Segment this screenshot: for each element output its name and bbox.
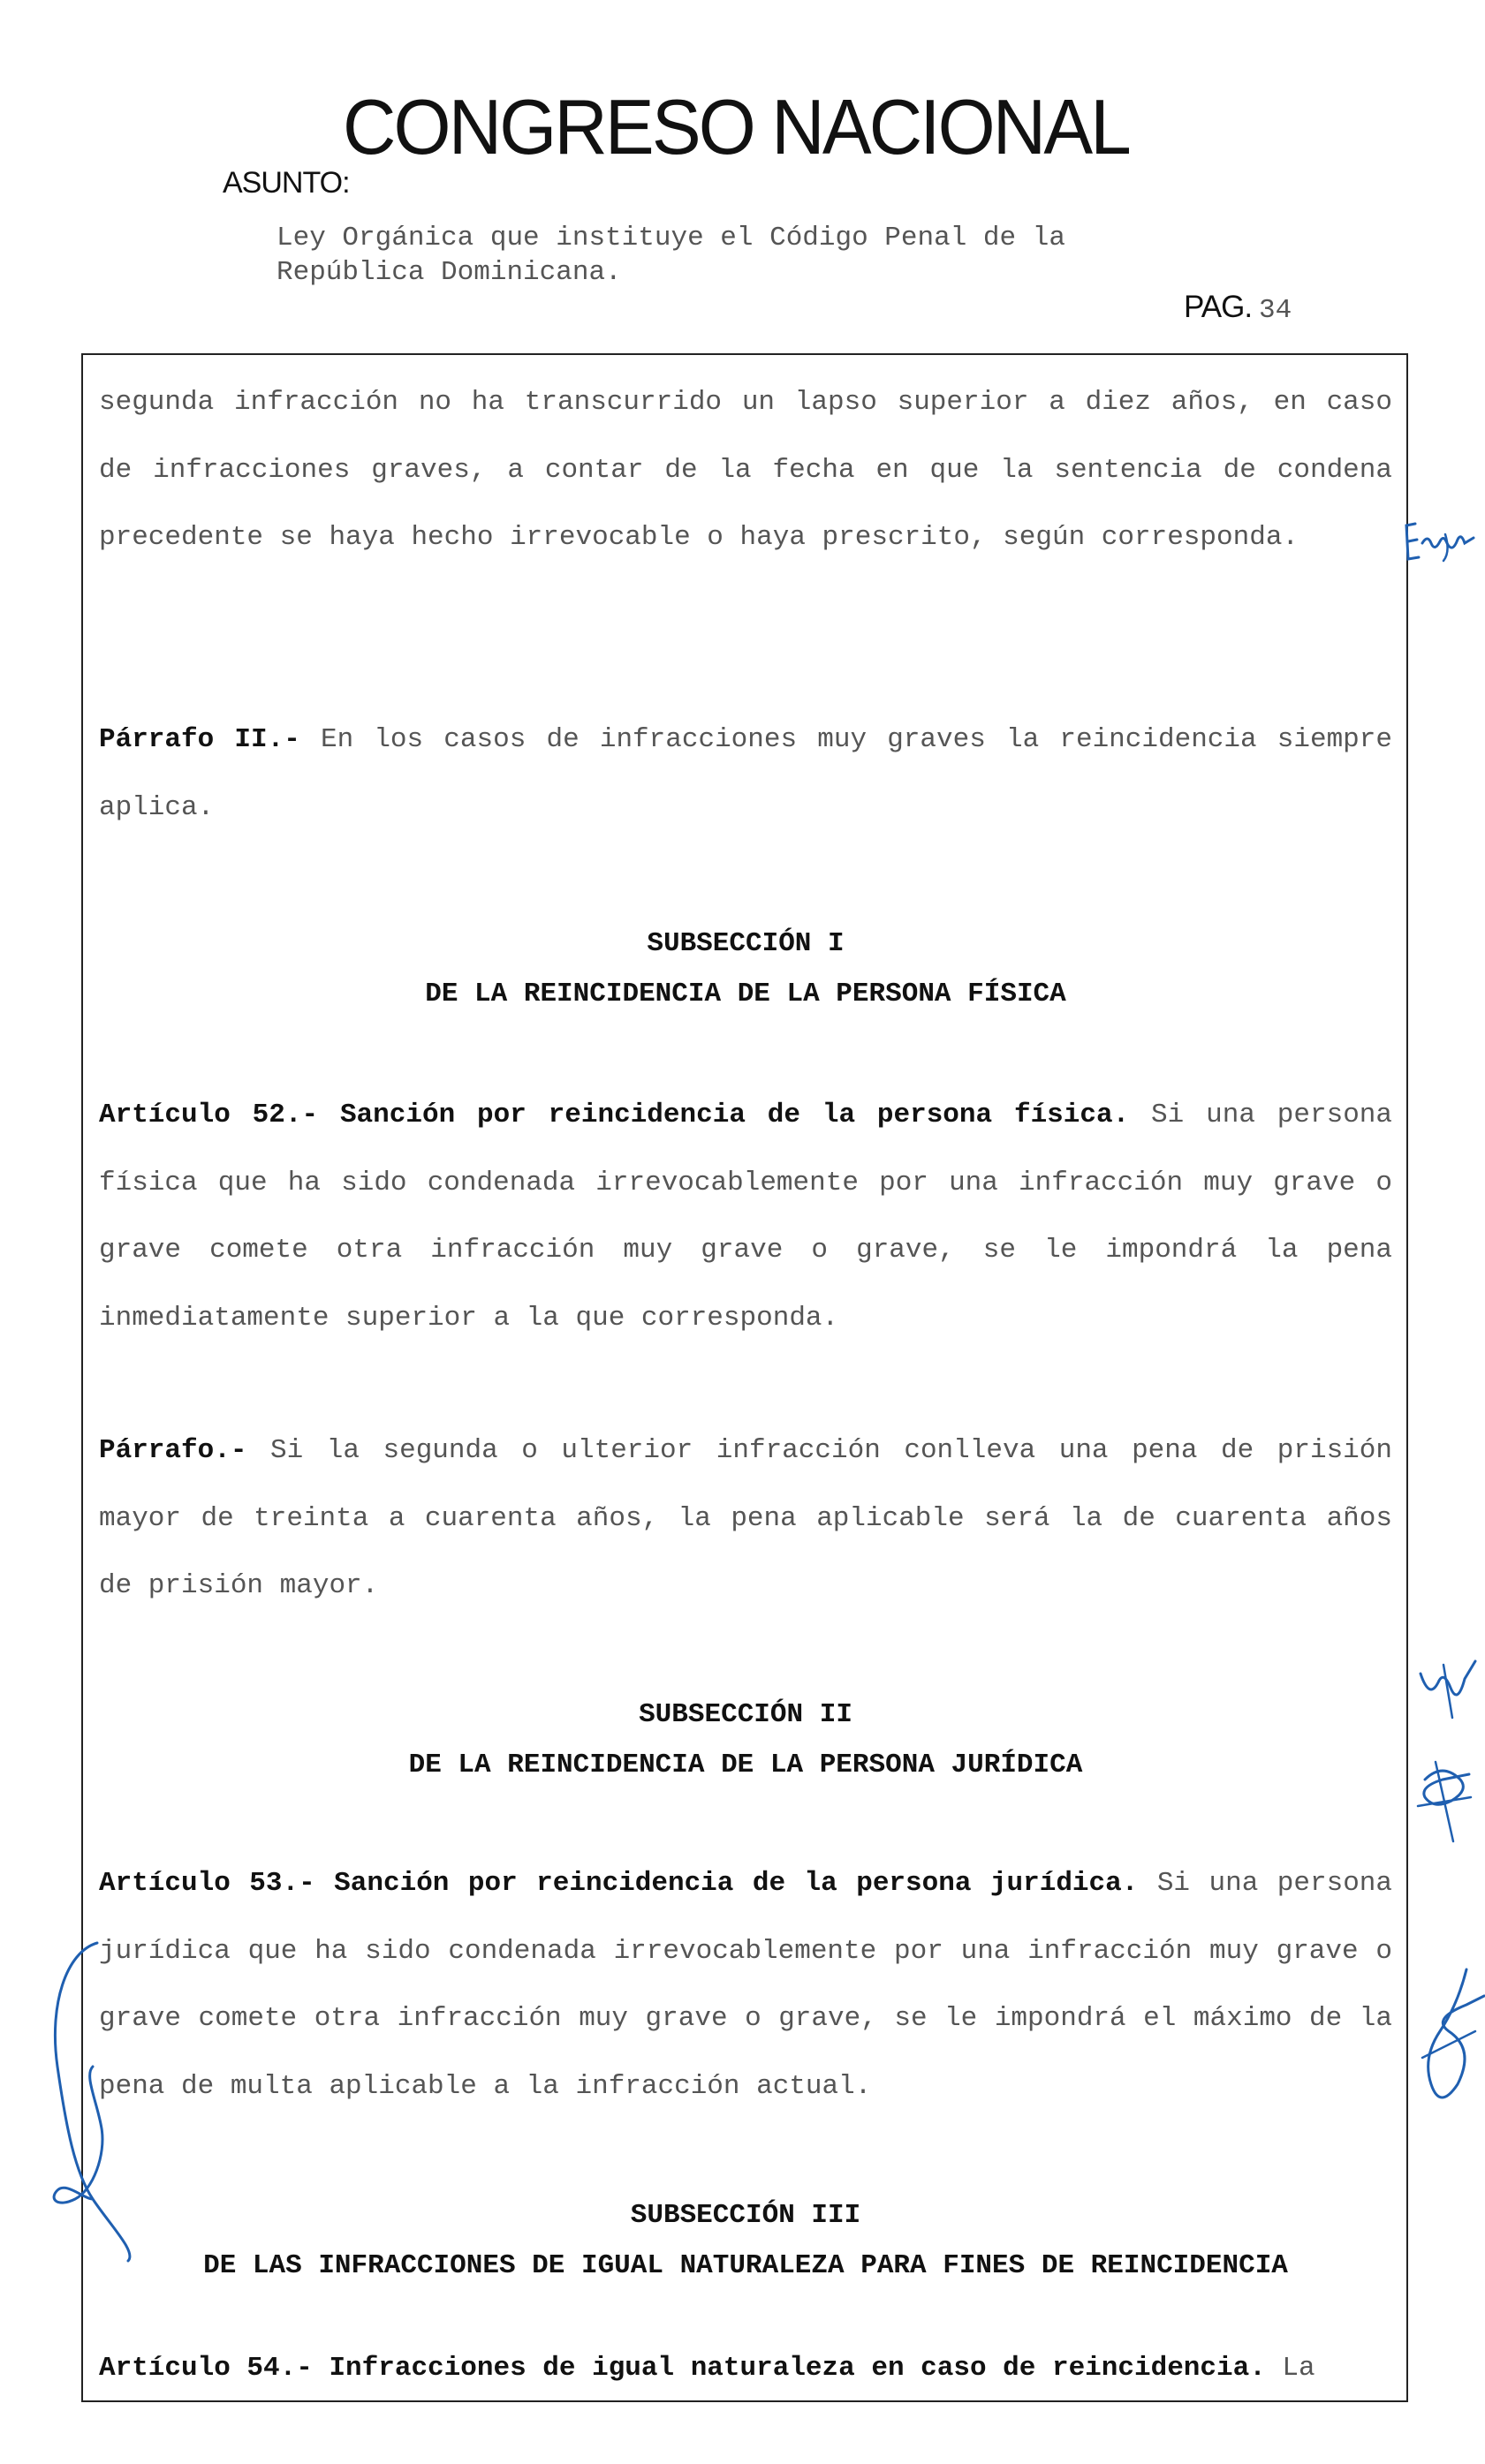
asunto-label: ASUNTO: (223, 166, 350, 200)
page-number: 34 (1259, 295, 1292, 326)
article-52-text: Si una persona física que ha sido condenada irrevocablemente por una infracción muy grave o grave comete otra infracción muy grave o grave, se le impondrá la pena inmediatamente superior a la que corresponda. (99, 1100, 1393, 1334)
subject-text (277, 221, 1065, 290)
subsection-1-heading: DE LA REINCIDENCIA DE LA PERSONA FÍSICA (425, 979, 1066, 1009)
initials-signature-top (1403, 508, 1482, 578)
paragraph-parrafo-ii (99, 707, 1392, 842)
congress-title: CONGRESO NACIONAL (343, 83, 1129, 170)
article-53 (99, 1850, 1392, 2120)
article-53-label: Artículo 53.- Sanción por reincidencia de la persona jurídica. (99, 1868, 1139, 1899)
page-indicator (1184, 290, 1292, 326)
subsection-3-title: SUBSECCIÓN III (630, 2200, 861, 2231)
page-label: PAG. (1184, 290, 1253, 324)
subsection-2-title: SUBSECCIÓN II (639, 1699, 852, 1730)
signature-left-margin-loop (22, 1934, 155, 2287)
parrafo-ii-label: Párrafo II.- (99, 724, 300, 755)
article-52-label: Artículo 52.- Sanción por reincidencia de la persona física. (99, 1100, 1130, 1130)
article-54 (99, 2335, 1392, 2403)
subsection-3-heading: DE LAS INFRACCIONES DE IGUAL NATURALEZA PARA FINES DE REINCIDENCIA (203, 2250, 1288, 2281)
article-53-text: Si una persona jurídica que ha sido condenada irrevocablemente por una infracción muy grave o grave comete otra infracción muy grave o grave, se le impondrá el máximo de la pena de multa aplicable a la infracción actual. (99, 1868, 1392, 2102)
parrafo-label: Párrafo.- (99, 1435, 247, 1466)
parrafo-ii-text: En los casos de infracciones muy graves la reincidencia siempre aplica. (99, 724, 1392, 823)
article-54-text: La (1265, 2353, 1315, 2384)
subject-line-1: Ley Orgánica que instituye el Código Penal de la (277, 223, 1065, 253)
article-54-label: Artículo 54.- Infracciones de igual naturaleza en caso de reincidencia. (99, 2353, 1266, 2384)
initials-signature-mid-1 (1413, 1656, 1484, 1744)
subject-line-2: República Dominicana. (277, 257, 622, 288)
parrafo-text: Si la segunda o ulterior infracción conlleva una pena de prisión mayor de treinta a cuarenta años, la pena aplicable será la de cuarenta años de prisión mayor. (99, 1435, 1392, 1601)
initials-signature-mid-2 (1409, 1753, 1485, 1850)
paragraph-continuation: segunda infracción no ha transcurrido un lapso superior a diez años, en caso de infracciones graves, a contar de la fecha en que la sentencia de condena precedente se haya hecho irrevocable o haya prescrito, según corresponda. (99, 387, 1392, 553)
subsection-2-heading: DE LA REINCIDENCIA DE LA PERSONA JURÍDICA (408, 1750, 1083, 1780)
subsection-1-title: SUBSECCIÓN I (647, 928, 845, 959)
article-52 (99, 1082, 1392, 1352)
initials-signature-bottom (1405, 1961, 1485, 2120)
paragraph-art52 (99, 1417, 1392, 1621)
